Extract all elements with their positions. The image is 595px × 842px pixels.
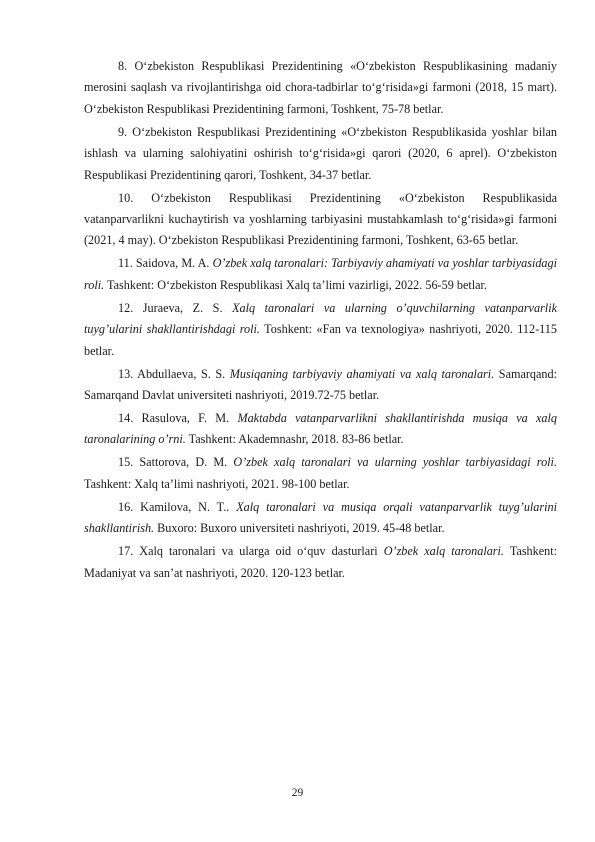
reference-number: 15. xyxy=(118,455,134,470)
reference-item xyxy=(84,298,557,362)
reference-title: Xalq taronalari va musiqa orqali vatanparvarlik tuyg’ularini shakllantirish. xyxy=(84,499,558,536)
reference-author: Juraeva, Z. S. xyxy=(142,300,223,315)
reference-item xyxy=(84,122,557,186)
reference-text: O‘zbekiston Respublikasi Prezidentining «O‘zbekiston Respublikasining madaniy merosini saqlash va rivojlantirishga oid chora-tadbirlar to‘g‘risida»gi farmoni (2018, 15 mart). O‘zbekiston Respublikasi Prezidentining farmoni, Toshkent, 75-78 betlar. xyxy=(84,59,557,116)
reference-number: 11. xyxy=(118,256,133,271)
reference-publisher: Tashkent: O‘zbekiston Respublikasi Xalq ta’limi vazirligi, 2022. 56-59 betlar. xyxy=(107,277,487,292)
reference-author: Saidova, M. A. xyxy=(135,256,210,271)
reference-number: 8. xyxy=(118,59,128,73)
reference-item xyxy=(84,497,557,540)
reference-publisher: Samarqand: Samarqand Davlat universiteti nashriyoti, 2019.72-75 betlar. xyxy=(84,366,558,403)
reference-number: 10. xyxy=(118,190,134,205)
reference-item xyxy=(84,253,557,296)
reference-number: 14. xyxy=(118,411,134,426)
reference-title: O’zbek xalq taronalari va ularning yoshlar tarbiyasidagi roli. xyxy=(233,455,557,470)
reference-number: 13. xyxy=(118,366,134,381)
reference-text: O‘zbekiston Respublikasi Prezidentining «O‘zbekiston Respublikasida yoshlar bilan ishlash va ularning salohiyatini oshirish to‘g‘risida»gi qarori (2020, 6 aprel). O‘zbekiston Respublikasi Prezidentining qarori, Toshkent, 34-37 betlar. xyxy=(84,124,557,182)
reference-author: Xalq taronalari va ularga oid o‘quv dasturlari xyxy=(139,544,378,559)
reference-title: Musiqaning tarbiyaviy ahamiyati va xalq taronalari. xyxy=(229,366,495,381)
page-number: 29 xyxy=(291,787,304,799)
reference-item xyxy=(84,452,557,495)
reference-text: O‘zbekiston Respublikasi Prezidentining «O‘zbekiston Respublikasida vatanparvarlikni kuchaytirish va yoshlarning tarbiyasini mustahkamlash to‘g‘risida»gi farmoni (2021, 4 may). O‘zbekiston Respublikasi Prezidentining farmoni, Toshkent, 63-65 betlar. xyxy=(84,190,558,248)
reference-number: 17. xyxy=(118,544,134,559)
reference-title: O’zbek xalq taronalari: Tarbiyaviy ahamiyati va yoshlar tarbiyasidagi roli. xyxy=(84,256,558,292)
reference-number: 12. xyxy=(118,300,134,315)
reference-author: Rasulova, F. M. xyxy=(141,411,230,426)
reference-title: O’zbek xalq taronalari. xyxy=(383,544,504,559)
reference-publisher: Tashkent: Xalq ta’limi nashriyoti, 2021. 98-100 betlar. xyxy=(84,476,350,491)
reference-title: Xalq taronalari va ularning o’quvchilarning vatanparvarlik tuyg’ularini shakllantirishdagi roli. xyxy=(84,300,557,337)
reference-number: 9. xyxy=(118,124,128,139)
reference-publisher: Tashkent: Akademnashr, 2018. 83-86 betlar. xyxy=(188,432,404,447)
reference-item xyxy=(84,364,557,407)
reference-item xyxy=(84,56,557,120)
reference-publisher: Toshkent: «Fan va texnologiya» nashriyoti, 2020. 112-115 betlar. xyxy=(84,322,557,358)
reference-publisher: Buxoro: Buxoro universiteti nashriyoti, 2019. 45-48 betlar. xyxy=(157,521,445,536)
reference-item xyxy=(84,541,557,584)
reference-number: 16. xyxy=(118,499,134,514)
reference-author: Sattorova, D. M. xyxy=(139,455,228,470)
reference-author: Kamilova, N. T.. xyxy=(140,499,230,514)
reference-list xyxy=(84,56,557,586)
reference-item xyxy=(84,188,557,252)
reference-author: Abdullaeva, S. S. xyxy=(137,366,226,381)
reference-item xyxy=(84,408,557,451)
reference-title: Maktabda vatanparvarlikni shakllantirishda musiqa va xalq taronalarining o’rni. xyxy=(84,411,558,447)
reference-publisher: Tashkent: Madaniyat va san’at nashriyoti, 2020. 120-123 betlar. xyxy=(84,544,558,580)
